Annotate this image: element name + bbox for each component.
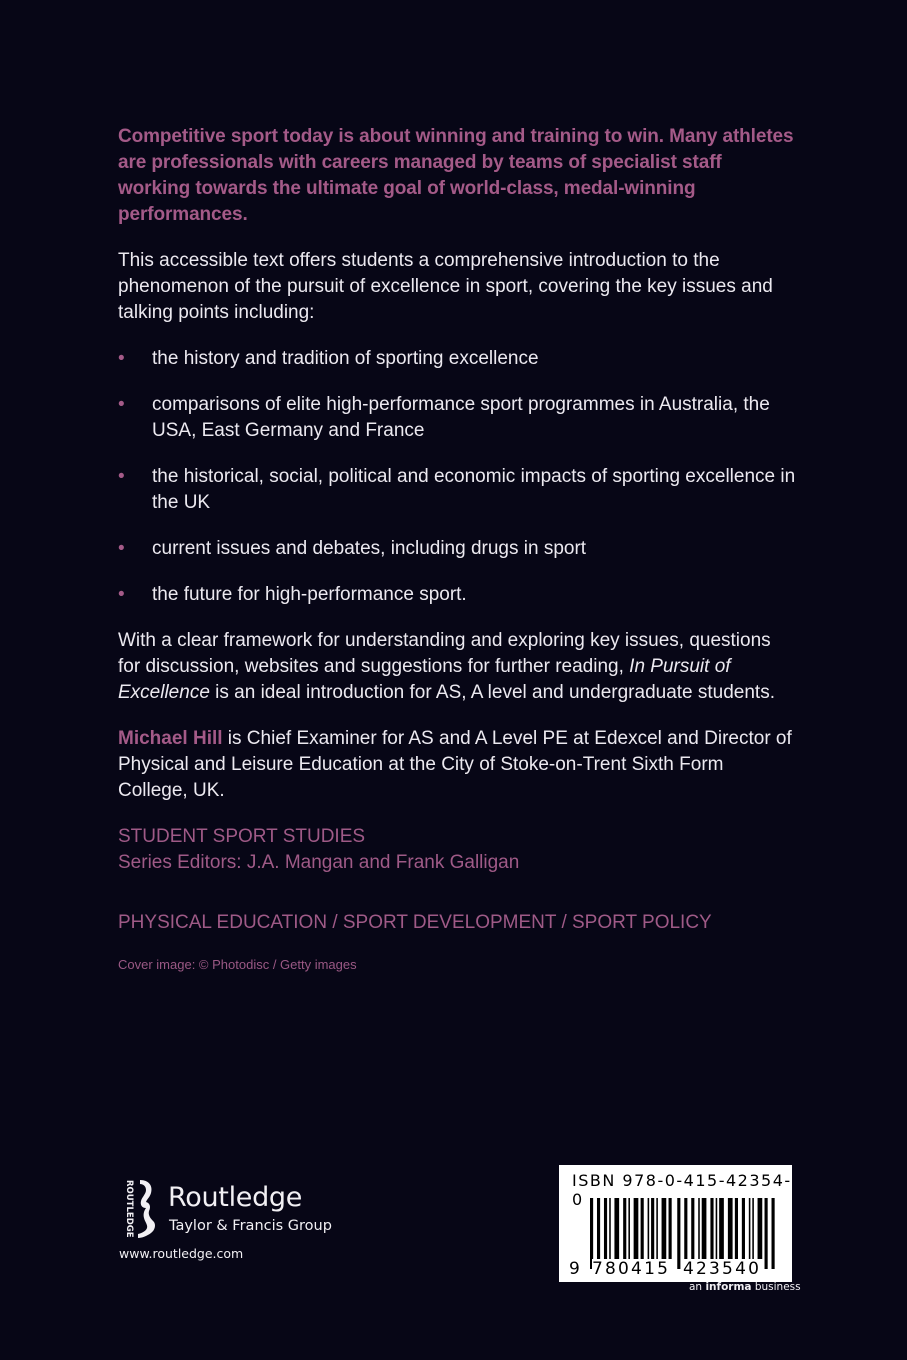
barcode-bar xyxy=(609,1198,611,1259)
logo-wordmark: ROUTLEDGE xyxy=(124,1180,134,1238)
informa-brand: informa xyxy=(705,1281,752,1293)
barcode-bar xyxy=(716,1198,718,1259)
barcode-bar xyxy=(648,1198,650,1259)
bullet-icon: • xyxy=(118,538,125,559)
barcode-bar xyxy=(669,1198,672,1259)
series-editors: Series Editors: J.A. Mangan and Frank Galligan xyxy=(118,852,520,873)
barcode-bar xyxy=(641,1198,644,1259)
publisher-imprint xyxy=(118,1178,398,1268)
barcode-bar xyxy=(628,1198,630,1259)
author-name: Michael Hill xyxy=(118,728,223,749)
barcode-digits-right: 423540 xyxy=(683,1259,762,1279)
routledge-logo-icon xyxy=(118,1178,162,1240)
isbn-barcode xyxy=(559,1165,792,1282)
informa-tagline: an informa business xyxy=(689,1281,801,1293)
series-title: STUDENT SPORT STUDIES xyxy=(118,826,366,847)
author-bio: Michael Hill is Chief Examiner for AS and A Level PE at Edexcel and Director of Physical and Leisure Education at the City of Stoke-on-Trent Sixth Form College, UK. xyxy=(118,728,792,801)
barcode-digits-left: 780415 xyxy=(592,1259,671,1279)
lead-paragraph: Competitive sport today is about winning and training to win. Many athletes are professionals with careers managed by teams of specialist staff working towards the ultimate goal of world-class, medal-winning performances. xyxy=(118,126,794,225)
bullet-icon: • xyxy=(118,584,125,605)
book-title: In Pursuit of Excellence xyxy=(118,656,731,703)
barcode-bar xyxy=(728,1198,733,1259)
bullet-icon: • xyxy=(118,394,125,415)
barcode-bar xyxy=(691,1198,694,1259)
cover-credit: Cover image: © Photodisc / Getty images xyxy=(118,957,357,972)
publisher-name: Routledge xyxy=(168,1182,303,1213)
series-info xyxy=(118,824,798,876)
isbn-label: ISBN 978-0-415-42354-0 xyxy=(572,1171,792,1209)
barcode-bar xyxy=(735,1198,738,1259)
barcode-bar xyxy=(749,1198,751,1259)
topic-list xyxy=(118,346,798,608)
barcode-digit-first: 9 xyxy=(569,1259,583,1279)
list-item: • the historical, social, political and economic impacts of sporting excellence in the UK xyxy=(118,466,796,513)
back-cover-text xyxy=(118,124,798,974)
publisher-url: www.routledge.com xyxy=(119,1246,244,1261)
barcode-bar xyxy=(623,1198,626,1259)
barcode-bar xyxy=(719,1198,724,1259)
barcode-guard-bar xyxy=(677,1198,680,1269)
barcode-bar xyxy=(651,1198,654,1259)
bullet-icon: • xyxy=(118,348,125,369)
list-item: • comparisons of elite high-performance sport programmes in Australia, the USA, East Germany and France xyxy=(118,394,770,441)
list-item: • the history and tradition of sporting excellence xyxy=(118,346,798,372)
barcode-bar xyxy=(662,1198,667,1259)
barcode-guard-bar xyxy=(772,1198,775,1269)
bullet-icon: • xyxy=(118,466,125,487)
subject-categories: PHYSICAL EDUCATION / SPORT DEVELOPMENT / SPORT POLICY xyxy=(118,912,712,933)
barcode-bar xyxy=(634,1198,639,1259)
barcode-bar xyxy=(702,1198,707,1259)
barcode-guard-bar xyxy=(765,1198,768,1269)
barcode-bar xyxy=(656,1198,658,1259)
barcode-bar xyxy=(604,1198,607,1259)
intro-paragraph: This accessible text offers students a comprehensive introduction to the phenomenon of the pursuit of excellence in sport, covering the key issues and talking points including: xyxy=(118,250,773,323)
barcode-bar xyxy=(710,1198,713,1259)
publisher-group: Taylor & Francis Group xyxy=(169,1218,332,1234)
barcode-bar xyxy=(698,1198,700,1259)
barcode-bar xyxy=(614,1198,619,1259)
barcode-bar xyxy=(742,1198,745,1259)
barcode-bar xyxy=(752,1198,754,1259)
list-item: • the future for high-performance sport. xyxy=(118,582,798,608)
barcode-bar xyxy=(758,1198,763,1259)
closing-paragraph: With a clear framework for understanding and exploring key issues, questions for discussion, websites and suggestions for further reading, In Pursuit of Excellence is an ideal introduction for AS, A level and undergraduate students. xyxy=(118,630,775,703)
list-item: • current issues and debates, including drugs in sport xyxy=(118,536,798,562)
